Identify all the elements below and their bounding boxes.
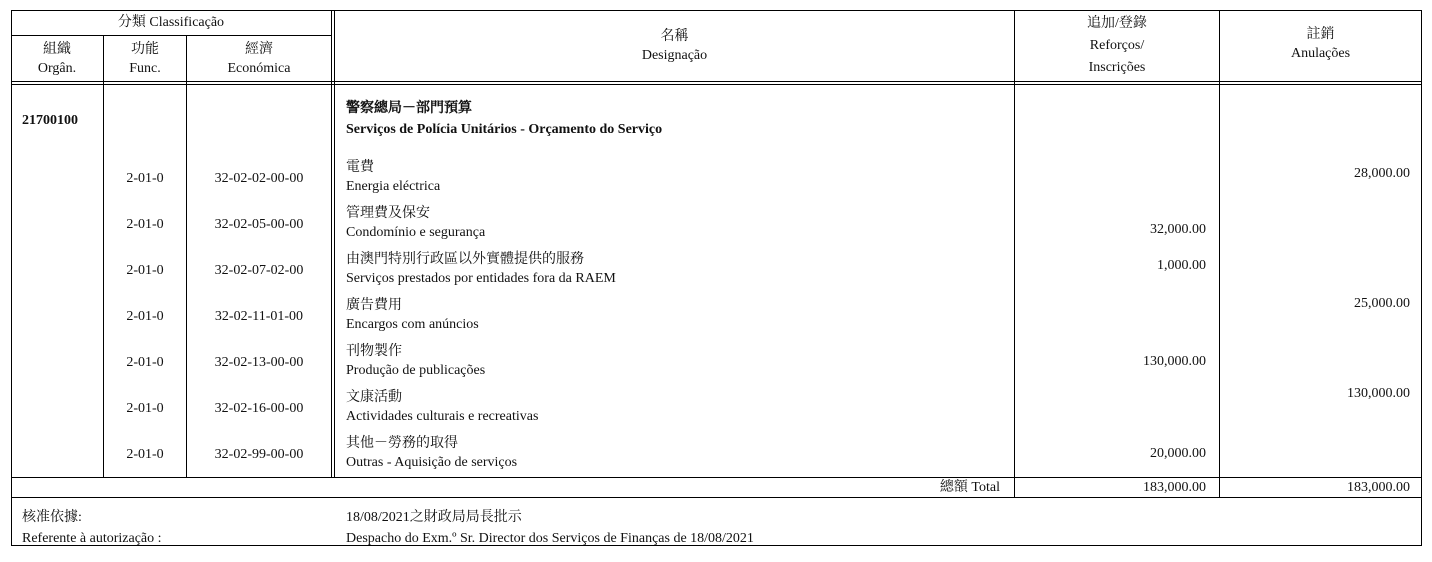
row-designation-pt: Outras - Aquisição de serviços <box>346 455 518 470</box>
row-econ-code: 32-02-05-00-00 <box>214 217 304 232</box>
row-designation-pt: Energia eléctrica <box>346 179 441 194</box>
row-func-code: 2-01-0 <box>126 447 164 462</box>
row-designation-zh: 刊物製作 <box>346 344 402 359</box>
row-econ-code: 32-02-11-01-00 <box>214 309 304 324</box>
row-designation-zh: 管理費及保安 <box>346 206 430 221</box>
row-func-code: 2-01-0 <box>126 171 164 186</box>
cancel-header-pt: Anulações <box>1290 46 1351 61</box>
row-designation-pt: Produção de publicações <box>346 363 486 378</box>
cancel-header-zh: 註銷 <box>1306 27 1335 42</box>
organ-header-pt: Orgân. <box>37 61 77 76</box>
total-reinforce: 183,000.00 <box>1143 480 1206 495</box>
row-designation-pt: Encargos com anúncios <box>346 317 479 332</box>
cancel-header <box>1220 25 1421 63</box>
authorization-label-zh: 核准依據: <box>22 510 82 525</box>
row-designation-pt: Actividades culturais e recreativas <box>346 409 539 424</box>
organ-code: 21700100 <box>22 113 78 128</box>
row-designation-zh: 文康活動 <box>346 390 402 405</box>
row-func-code: 2-01-0 <box>126 309 164 324</box>
reinforce-header <box>1015 13 1219 79</box>
reinforce-header-pt2: Inscrições <box>1088 60 1146 75</box>
row-cancel-amount: 28,000.00 <box>1354 166 1410 181</box>
row-designation-pt: Serviços prestados por entidades fora da RAEM <box>346 271 616 286</box>
row-reinforce-amount: 32,000.00 <box>1150 222 1206 237</box>
row-reinforce-amount: 20,000.00 <box>1150 446 1206 461</box>
organ-header-zh: 組織 <box>43 42 71 57</box>
row-func-code: 2-01-0 <box>126 217 164 232</box>
designation-header-zh: 名稱 <box>660 29 689 44</box>
row-econ-code: 32-02-99-00-00 <box>214 447 304 462</box>
department-name-zh: 警察總局－部門預算 <box>346 101 472 116</box>
row-designation-zh: 其他－勞務的取得 <box>346 436 458 451</box>
func-header-zh: 功能 <box>131 42 159 57</box>
row-designation-zh: 由澳門特別行政區以外實體提供的服務 <box>346 252 584 267</box>
row-cancel-amount: 25,000.00 <box>1354 296 1410 311</box>
func-header <box>104 40 186 78</box>
authorization-label <box>22 507 162 549</box>
department-name-pt: Serviços de Polícia Unitários - Orçamento do Serviço <box>346 122 663 137</box>
row-designation-zh: 廣告費用 <box>346 298 402 313</box>
designation-header <box>335 27 1014 65</box>
authorization-text-pt: Despacho do Exm.º Sr. Director dos Serviços de Finanças de 18/08/2021 <box>346 531 754 546</box>
classification-header: 分類 Classificação <box>117 15 225 30</box>
row-designation-zh: 電費 <box>346 160 374 175</box>
row-designation-pt: Condomínio e segurança <box>346 225 486 240</box>
econ-header-pt: Económica <box>227 61 291 76</box>
row-econ-code: 32-02-13-00-00 <box>214 355 304 370</box>
department-title <box>346 98 662 140</box>
designation-header-pt: Designação <box>641 48 708 63</box>
row-cancel-amount: 130,000.00 <box>1347 386 1410 401</box>
reinforce-header-zh: 追加/登錄 <box>1087 16 1147 31</box>
authorization-label-pt: Referente à autorização : <box>22 531 162 546</box>
row-func-code: 2-01-0 <box>126 401 164 416</box>
authorization-text-zh: 18/08/2021之財政局局長批示 <box>346 510 522 525</box>
econ-header <box>187 40 331 78</box>
total-cancel: 183,000.00 <box>1347 480 1410 495</box>
row-func-code: 2-01-0 <box>126 355 164 370</box>
func-header-pt: Func. <box>129 61 161 76</box>
organ-header <box>11 40 103 78</box>
row-func-code: 2-01-0 <box>126 263 164 278</box>
row-reinforce-amount: 130,000.00 <box>1143 354 1206 369</box>
row-reinforce-amount: 1,000.00 <box>1157 258 1206 273</box>
reinforce-header-pt1: Reforços/ <box>1089 38 1145 53</box>
econ-header-zh: 經濟 <box>245 42 273 57</box>
row-econ-code: 32-02-07-02-00 <box>214 263 304 278</box>
row-econ-code: 32-02-02-00-00 <box>214 171 304 186</box>
authorization-text <box>346 507 754 549</box>
row-econ-code: 32-02-16-00-00 <box>214 401 304 416</box>
total-label: 總額 Total <box>939 480 1000 495</box>
